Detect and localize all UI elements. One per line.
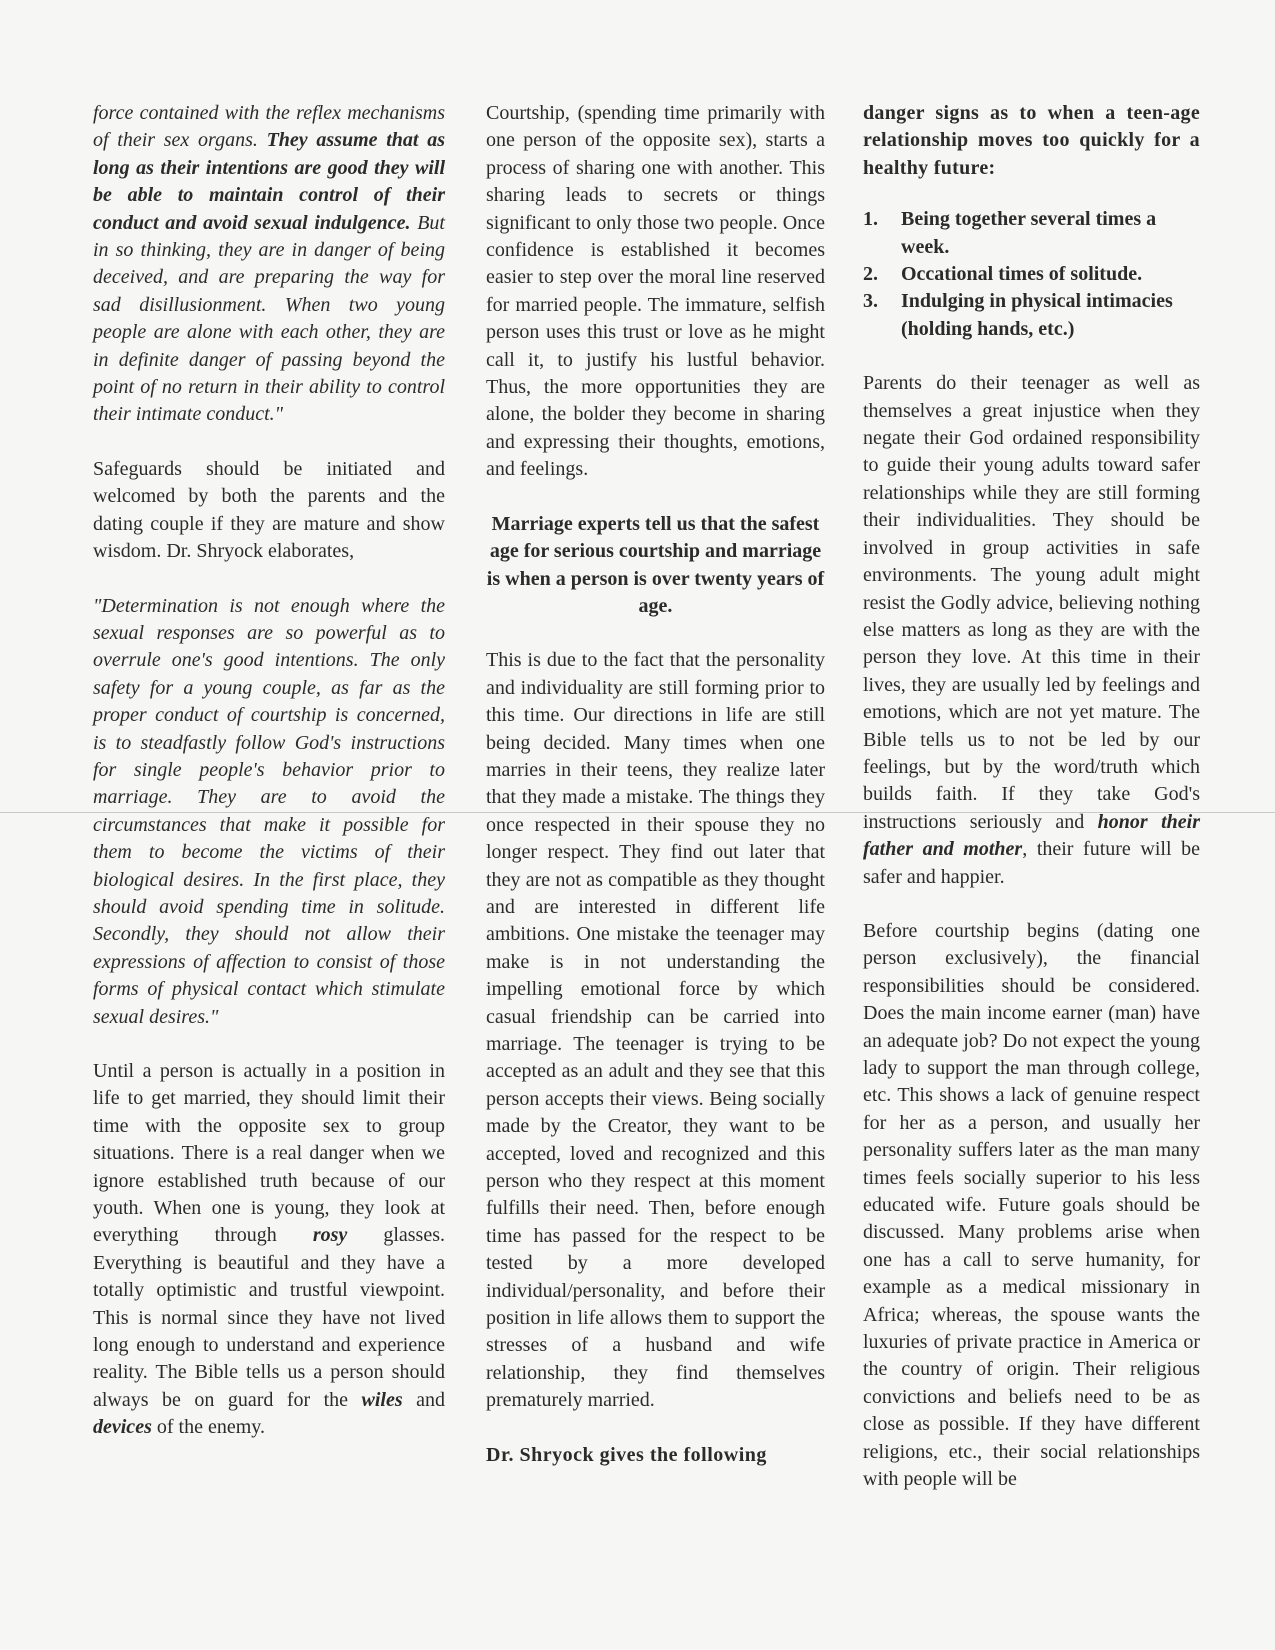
- quote-continuation: [93, 100, 445, 429]
- paragraph: [93, 1058, 445, 1442]
- paragraph: Before courtship begins (dating one person exclusively), the financial responsibilities should be considered. Does the main income earner (man) have an adequate job? Do not expect the young lady to support the man through college, etc. This shows a lack of genuine respect for her as a person, and usually her personality suffers later as the man many times feels socially superior to his less educated wife. Future goals should be discussed. Many problems arise when one has a call to serve humanity, for example as a medical missionary in Africa; whereas, the spouse wants the luxuries of private practice in America or the country of origin. Their religious convictions and beliefs need to be as close as possible. If they have different religions, etc., their social relationships with people will be: [863, 919, 1200, 1491]
- quote-text: But in so thinking, they are in danger of being deceived, and are preparing the way for sad disillusionment. When two young people are alone with each other, they are in definite danger of passing beyond the point of no return in their ability to control their intimate conduct.": [93, 211, 445, 426]
- quote-emphasis: They assume that as long as their intentions are good they will be able to maintain control of their conduct and avoid sexual indulgence.: [93, 129, 445, 234]
- paragraph: Safeguards should be initiated and welcomed by both the parents and the dating couple if they are mature and show wisdom. Dr. Shryock elaborates,: [93, 457, 445, 563]
- callout-heading: Marriage experts tell us that the safest age for serious courtship and marriage is when a person is over twenty years of age.: [486, 512, 825, 617]
- paragraph: [863, 370, 1200, 891]
- column-right: [863, 100, 1200, 1521]
- text: , their future will be safer and happier.: [863, 838, 1200, 888]
- emphasis: rosy: [312, 1224, 348, 1247]
- text: Parents do their teenager as well as themselves a great injustice when they negate their God ordained responsibility to guide their young adults toward safer relationships while they are still forming their individualities. They should be involved in group activities in safe environments. The young adult might resist the Godly advice, believing nothing else matters as long as they are with the person they love. At this time in their lives, they are usually led by feelings and emotions, which are not yet mature. The Bible tells us to not be led by our feelings, but by the word/truth which builds faith. If they take God's instructions seriously and: [863, 372, 1200, 833]
- text: and: [402, 1388, 445, 1411]
- danger-signs-list: [863, 206, 1200, 343]
- emphasis: devices: [93, 1416, 152, 1439]
- paragraph: Courtship, (spending time primarily with one person of the opposite sex), starts a process of sharing one with another. This sharing leads to secrets or things significant to only those two people. Once confidence is established it becomes easier to step over the moral line reserved for married people. The immature, selfish person uses this trust or love as he might call it, to justify his lustful behavior. Thus, the more opportunities they are alone, the bolder they become in sharing and expressing their thoughts, emotions, and feelings.: [486, 102, 825, 481]
- column-middle: [486, 100, 825, 1496]
- paragraph: This is due to the fact that the personality and individuality are still forming prior to this time. Our directions in life are still being decided. Many times when one marries in their teens, they realize later that they made a mistake. The things they once respected in their spouse they no longer respect. They find out later that they are not as compatible as they thought and are interested in different life ambitions. One mistake the teenager may make is in not understanding the impelling emotional force by which casual friendship can be carried into marriage. The teenager is trying to be accepted as an adult and they see that this person accepts their views. Being socially made by the Creator, they want to be accepted, loved and recognized and this person who they respect at this moment fulfills their need. Then, before enough time has passed for the respect to be tested by a more developed individual/personality, and before their position in life allows them to support the stresses of a husband and wife relationship, they find themselves prematurely married.: [486, 649, 825, 1412]
- list-item: 3. Indulging in physical intimacies (holding hands, etc.): [863, 290, 1173, 340]
- text: Until a person is actually in a position in life to get married, they should limit their time with the opposite sex to group situations. There is a real danger when we ignore established truth because of our youth. When one is young, they look at everything through: [93, 1060, 445, 1247]
- text: of the enemy.: [151, 1416, 265, 1439]
- section-heading: danger signs as to when a teen-age relationship moves too quickly for a healthy future:: [863, 102, 1200, 179]
- emphasis: wiles: [361, 1388, 403, 1411]
- list-item: 2. Occational times of solitude.: [863, 263, 1143, 286]
- quote-block: "Determination is not enough where the sexual responses are so powerful as to overrule one's good intentions. The only safety for a young couple, as far as the proper conduct of courtship is concerned, is to steadfastly follow God's instructions for single people's behavior prior to marriage. They are to avoid the circumstances that make it possible for them to become the victims of their biological desires. In the first place, they should avoid spending time in solitude. Secondly, they should not allow their expressions of affection to consist of those forms of physical contact which stimulate sexual desires.": [93, 594, 445, 1028]
- quote-text: force contained with the reflex mechanisms of their sex organs.: [93, 102, 445, 152]
- list-item: 1. Being together several times a week.: [863, 208, 1157, 258]
- text: glasses. Everything is beautiful and they have a totally optimistic and trustful viewpoint. This is normal since they have not lived long enough to understand and experience reality. The Bible tells us a person should always be on guard for the: [93, 1224, 445, 1411]
- column-left: [93, 100, 445, 1469]
- emphasis: honor their father and mother: [863, 810, 1200, 861]
- paragraph-lead: Dr. Shryock gives the following: [486, 1443, 767, 1466]
